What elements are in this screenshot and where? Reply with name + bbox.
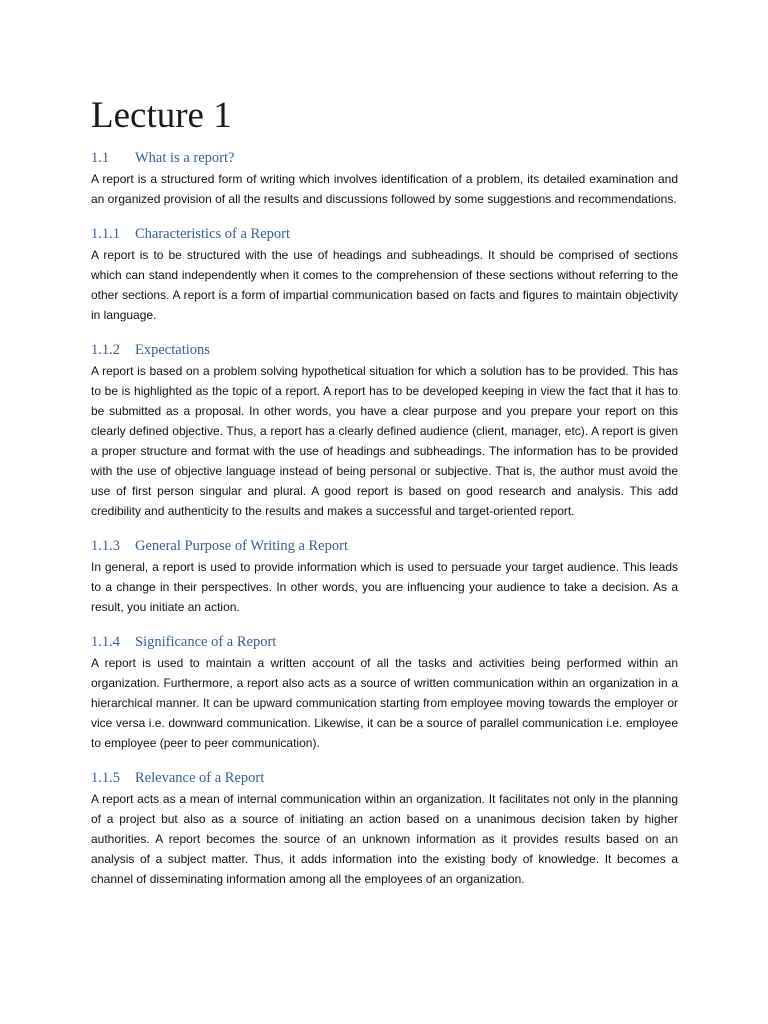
page-title: Lecture 1 xyxy=(91,95,232,136)
section-expectations xyxy=(91,339,678,521)
document-page xyxy=(91,92,678,889)
section-paragraph: A report acts as a mean of internal communication within an organization. It facilitates not only in the planning of a project but also as a source of initiating an action based on a unanimous decision taken by higher authorities. A report becomes the source of an unknown information as it provides results based on an analysis of a subject matter. Thus, it adds information into the existing body of knowledge. It becomes a channel of disseminating information among all the employees of an organization. xyxy=(91,792,678,886)
section-general-purpose xyxy=(91,535,678,617)
subsection-heading xyxy=(91,767,678,789)
section-title: Expectations xyxy=(135,342,210,358)
section-number: 1.1.5 xyxy=(91,770,120,786)
section-number: 1.1.3 xyxy=(91,538,120,554)
section-paragraph: In general, a report is used to provide information which is used to persuade your target audience. This leads to a change in their perspectives. In other words, you are influencing your audience to take a decision. As a result, you initiate an action. xyxy=(91,560,678,614)
subsection-heading xyxy=(91,631,678,653)
section-title: Relevance of a Report xyxy=(135,770,265,786)
section-paragraph: A report is a structured form of writing which involves identification of a problem, its detailed examination and an organized provision of all the results and discussions followed by some suggestions and recommendations. xyxy=(91,172,678,206)
section-paragraph: A report is based on a problem solving hypothetical situation for which a solution has to be provided. This has to be is highlighted as the topic of a report. A report has to be developed keeping in view the fact that it has to be submitted as a proposal. In other words, you have a clear purpose and you prepare your report on this clearly defined objective. Thus, a report has a clearly defined audience (client, manager, etc). A report is given a proper structure and format with the use of headings and subheadings. The information has to be provided with the use of objective language instead of being personal or subjective. That is, the author must avoid the use of first person singular and plural. A good report is based on good research and analysis. This add credibility and authenticity to the results and makes a successful and target-oriented report. xyxy=(91,364,678,518)
section-number: 1.1 xyxy=(91,150,110,166)
section-number: 1.1.2 xyxy=(91,342,120,358)
section-title: Significance of a Report xyxy=(135,634,277,650)
section-significance xyxy=(91,631,678,753)
section-number: 1.1.4 xyxy=(91,634,120,650)
section-relevance xyxy=(91,767,678,889)
section-paragraph: A report is to be structured with the use of headings and subheadings. It should be comprised of sections which can stand independently when it comes to the comprehension of these sections without referring to the other sections. A report is a form of impartial communication based on facts and figures to maintain objectivity in language. xyxy=(91,248,678,322)
subsection-heading xyxy=(91,339,678,361)
section-title: General Purpose of Writing a Report xyxy=(135,538,348,554)
subsection-heading xyxy=(91,535,678,557)
section-paragraph: A report is used to maintain a written account of all the tasks and activities being performed within an organization. Furthermore, a report also acts as a source of written communication within an organization in a hierarchical manner. It can be upward communication starting from employee moving towards the employer or vice versa i.e. downward communication. Likewise, it can be a source of parallel communication i.e. employee to employee (peer to peer communication). xyxy=(91,656,678,750)
section-title: Characteristics of a Report xyxy=(135,226,291,242)
section-number: 1.1.1 xyxy=(91,226,120,242)
section-heading xyxy=(91,147,678,169)
section-characteristics xyxy=(91,223,678,325)
subsection-heading xyxy=(91,223,678,245)
section-what-is-a-report xyxy=(91,147,678,209)
section-title: What is a report? xyxy=(135,150,235,166)
